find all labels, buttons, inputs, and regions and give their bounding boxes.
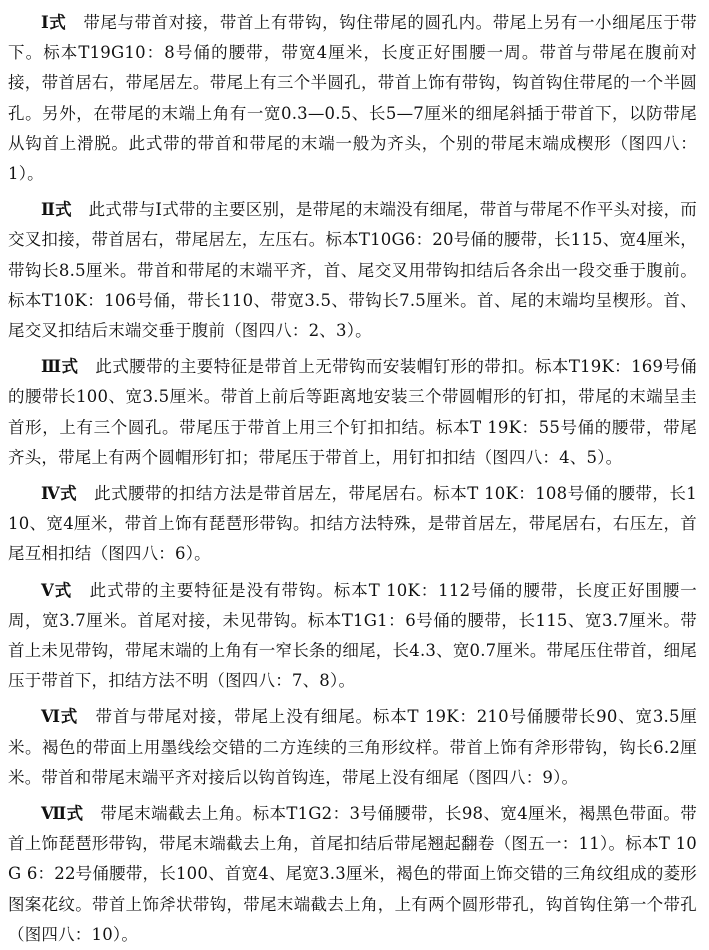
- paragraph-text: 此式带的主要特征是没有带钩。标本T 10K：112号俑的腰带，长度正好围腰一周，宽3.7厘米。首尾对接，未见带钩。标本T1G1：6号俑的腰带，长115、宽3.7厘米。带首上未见带钩，带尾末端的上角有一窄长条的细尾，长4.3、宽0.7厘米。带尾压住带首，细尾压于带首下，扣结方法不明（图四八：7、8）。: [8, 580, 698, 691]
- paragraph-type-2: [8, 195, 697, 346]
- paragraph-type-1: [8, 8, 697, 189]
- paragraph-type-5: [8, 576, 697, 697]
- paragraph-text: 带首与带尾对接，带尾上没有细尾。标本T 19K：210号俑腰带长90、宽3.5厘米。褐色的带面上用墨线绘交错的二方连续的三角形纹样。带首上饰有斧形带钩，钩长6.2厘米。带首和带尾末端平齐对接后以钩首钩连，带尾上没有细尾（图四八：9）。: [8, 707, 698, 787]
- paragraph-text: 此式带与Ⅰ式带的主要区别，是带尾的末端没有细尾，带首与带尾不作平头对接，而交叉扣接，带首居右，带尾居左，左压右。标本T10G6：20号俑的腰带，长115、宽4厘米，带钩长8.5厘米。带首和带尾的末端平齐，首、尾交叉用带钩扣结后各余出一段交垂于腹前。标本T10K：106号俑，带长110、带宽3.5、带钩长7.5厘米。首、尾的末端均呈楔形。首、尾交叉扣结后末端交垂于腹前（图四八：2、3）。: [8, 200, 697, 341]
- type-label: Ⅳ式: [41, 484, 78, 504]
- paragraph-type-7: [8, 799, 697, 950]
- paragraph-type-3: [8, 352, 697, 473]
- type-label: Ⅰ式: [41, 13, 67, 32]
- paragraph-text: 带尾与带首对接，带首上有带钩，钩住带尾的圆孔内。带尾上另有一小细尾压于带下。标本T19G10：8号俑的腰带，带宽4厘米，长度正好围腰一周。带首与带尾在腹前对接，带首居右，带尾居左。带尾上有三个半圆孔，带首上饰有带钩，钩首钩住带尾的一个半圆孔。另外，在带尾的末端上角有一宽0.3—0.5、长5—7厘米的细尾斜插于带首下，以防带尾从钩首上滑脱。此式带的带首和带尾的末端一般为齐头，个别的带尾末端成楔形（图四八：1）。: [8, 13, 697, 184]
- paragraph-text: 此式腰带的主要特征是带首上无带钩而安装帽钉形的带扣。标本T19K：169号俑的腰带长100、宽3.5厘米。带首上前后等距离地安装三个带圆帽形的钉扣，带尾的末端呈圭首形，上有三个圆孔。带尾压于带首上用三个钉扣扣结。标本T 19K：55号俑的腰带，带尾齐头，带尾上有两个圆帽形钉扣；带尾压于带首上，用钉扣扣结（图四八：4、5）。: [8, 357, 698, 467]
- paragraph-type-4: [8, 479, 697, 570]
- type-label: Ⅲ式: [41, 357, 79, 377]
- type-label: Ⅶ式: [41, 804, 84, 824]
- type-label: Ⅵ式: [41, 707, 79, 727]
- paragraph-text: 带尾末端截去上角。标本T1G2：3号俑腰带，长98、宽4厘米，褐黑色带面。带首上饰琵琶形带钩，带尾末端截去上角，首尾扣结后带尾翘起翻卷（图五一：11）。标本T 10G 6：22号俑腰带，长100、首宽4、尾宽3.3厘米，褐色的带面上饰交错的三角纹组成的菱形图案花纹。带首上饰斧状带钩，带尾末端截去上角，上有两个圆形带孔，钩首钩住第一个带孔（图四八：10）。: [8, 804, 698, 944]
- type-label: Ⅱ式: [41, 200, 72, 220]
- paragraph-text: 此式腰带的扣结方法是带首居左，带尾居右。标本T 10K：108号俑的腰带，长110、宽4厘米，带首上饰有琵琶形带钩。扣结方法特殊，是带首居左，带尾居右，右压左，首尾互相扣结（图四八：6）。: [8, 484, 697, 564]
- type-label: Ⅴ式: [41, 580, 73, 600]
- paragraph-type-6: [8, 702, 697, 793]
